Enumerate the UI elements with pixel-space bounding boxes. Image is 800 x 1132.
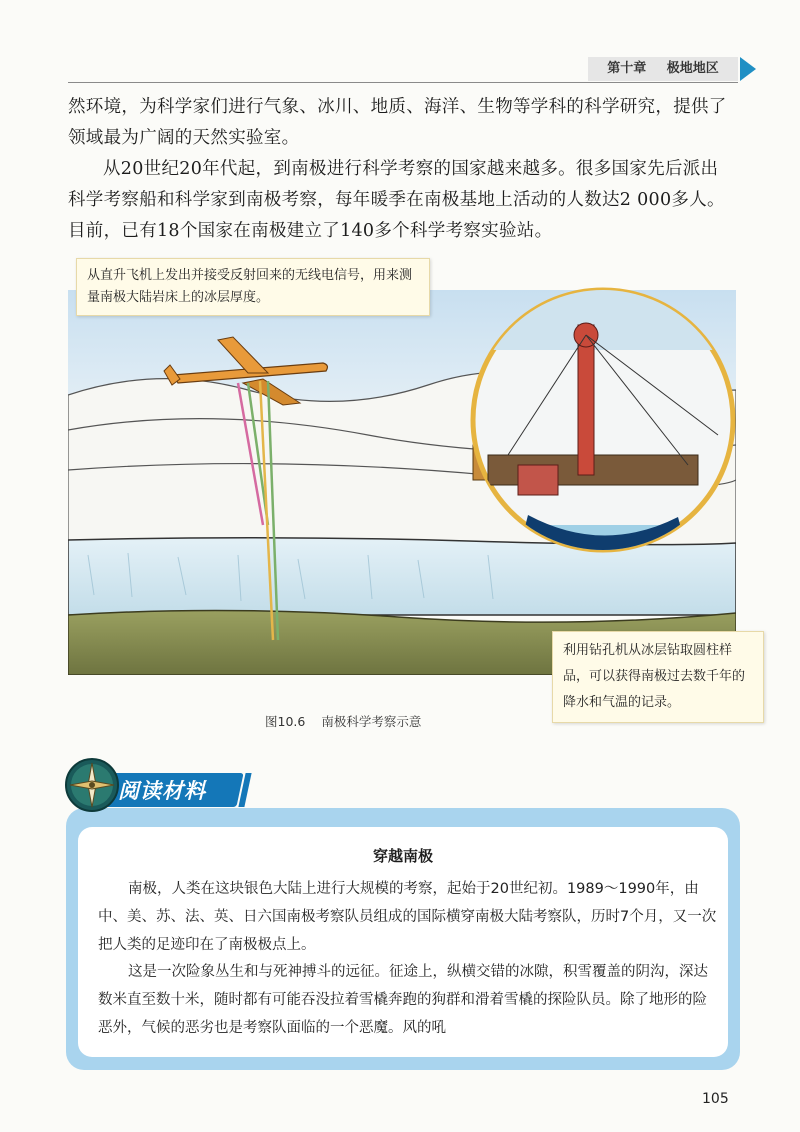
antarctic-research-illustration xyxy=(68,255,736,675)
body-paragraph-2: 从20世纪20年代起，到南极进行科学考察的国家越来越多。很多国家先后派出科学考察船和科学家到南极考察，每年暖季在南极基地上活动的人数达2 000多人。目前，已有18个国家在南极建立了140多个科学考察实验站。 xyxy=(68,159,725,241)
ice-sheet xyxy=(68,538,736,615)
illustration-svg xyxy=(68,255,736,675)
chapter-header xyxy=(588,57,738,81)
section-label: 极地地区 xyxy=(666,61,719,76)
callout-plane-radar: 从直升飞机上发出并接受反射回来的无线电信号，用来测量南极大陆岩床上的冰层厚度。 xyxy=(76,258,430,316)
header-arrow-icon xyxy=(740,57,756,81)
reading-paragraph-1: 南极，人类在这块银色大陆上进行大规模的考察，起始于20世纪初。1989～1990年，由中、美、苏、法、英、日六国南极考察队员组成的国际横穿南极大陆考察队，历时7个月，又一次把人类的足迹印在了南极极点上。 xyxy=(98,881,717,953)
reading-banner-label: 阅读材料 xyxy=(118,779,206,803)
page-number: 105 xyxy=(702,1091,729,1107)
chapter-label: 第十章 xyxy=(607,61,647,76)
figure-caption-text: 南极科学考察示意 xyxy=(321,714,422,729)
reading-article-title: 穿越南极 xyxy=(372,847,433,865)
compass-icon xyxy=(64,757,120,813)
callout-drilling: 利用钻孔机从冰层钻取圆柱样品，可以获得南极过去数千年的降水和气温的记录。 xyxy=(552,631,764,723)
body-paragraph-1: 然环境，为科学家们进行气象、冰川、地质、海洋、生物等学科的科学研究，提供了领域最为广阔的天然实验室。 xyxy=(68,97,727,148)
reading-paragraph-2: 这是一次险象丛生和与死神搏斗的远征。征途上，纵横交错的冰隙，积雪覆盖的阴沟，深达数米直至数十米，随时都有可能吞没拉着雪橇奔跑的狗群和滑着雪橇的探险队员。除了地形的险恶外，气候的恶劣也是考察队面临的一个恶魔。风的吼 xyxy=(98,964,708,1036)
figure-number: 图10.6 xyxy=(265,714,306,729)
figure-caption xyxy=(265,712,421,730)
drill-engine xyxy=(518,465,558,495)
header-rule xyxy=(68,82,738,83)
